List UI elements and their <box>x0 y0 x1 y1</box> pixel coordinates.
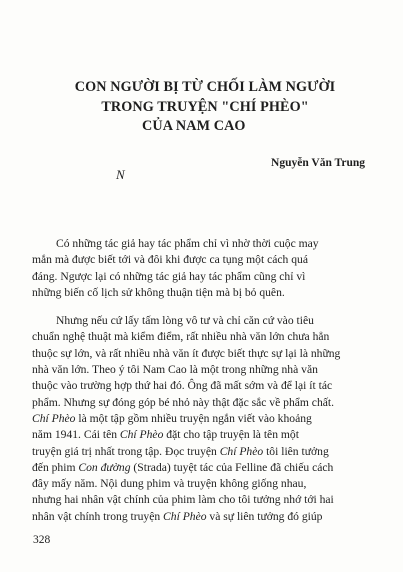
text-line: thuộc sự lớn, và rất nhiều nhà văn ít được biết thực sự lại là những <box>32 346 341 360</box>
text-line: nhưng hai nhân vật chính của phim làm cho tôi tưởng nhớ tới hai <box>32 493 334 507</box>
text-run: đặt cho tập truyện là tên một <box>163 428 299 442</box>
body-text <box>32 236 366 525</box>
book-title: Chí Phèo <box>32 411 76 425</box>
text-line: thuộc vào trường hợp thứ hai đó. Ông đã mất sớm và để lại ít tác <box>32 379 333 393</box>
text-line <box>32 509 366 525</box>
text-run: tôi liên tưởng <box>263 444 329 458</box>
text-line: đây mấy năm. Nội dung phim và truyện không giống nhau, <box>32 477 307 491</box>
paragraph-1 <box>32 236 366 301</box>
text-line <box>32 460 366 476</box>
text-line: phẩm. Nhưng sự đóng góp bé nhỏ này thật đặc sắc về phẩm chất. <box>32 395 335 409</box>
text-run: nhân vật chính trong truyện <box>32 509 164 523</box>
chapter-title <box>70 78 340 137</box>
title-line-1: CON NGƯỜI BỊ TỪ CHỐI LÀM NGƯỜI <box>74 79 336 95</box>
paragraph-3 <box>32 411 366 525</box>
text-run: là một tập gồm nhiều truyện ngắn viết vào khoảng <box>75 411 312 425</box>
text-line: nhà văn lớn. Theo ý tôi Nam Cao là một trong những nhà văn <box>32 363 318 377</box>
text-line <box>32 427 366 443</box>
text-line: những biến cố lịch sử không thuận tiện mà bị bỏ quên. <box>32 285 285 299</box>
book-title: Chí Phèo <box>119 428 164 442</box>
author-name: Nguyễn Văn Trung <box>271 157 365 169</box>
text-run: (Strada) tuyệt tác của Felline đã chiếu cách <box>130 460 334 474</box>
text-run: đến phim <box>32 460 79 474</box>
text-line: Nhưng nếu cứ lấy tấm lòng vô tư và chỉ căn cứ vào tiêu <box>56 314 314 328</box>
text-line: chuẩn nghệ thuật mà kiểm điểm, rất nhiều nhà văn lớn chưa hẳn <box>32 330 330 344</box>
text-run: năm 1941. Cái tên <box>32 428 120 442</box>
title-line-3: CỦA NAM CAO <box>142 118 246 134</box>
text-line <box>32 444 366 460</box>
text-line <box>32 411 366 427</box>
book-title: Chí Phèo <box>163 509 207 523</box>
text-run: truyện giá trị nhất trong tập. Đọc truyện <box>32 444 220 458</box>
paragraph-2 <box>32 313 366 411</box>
film-title: Con đường <box>78 460 131 474</box>
page-number: 328 <box>33 534 51 546</box>
text-line: đáng. Ngược lại có những tác giả hay tác phẩm cũng chỉ vì <box>32 269 306 283</box>
text-line: Có những tác giả hay tác phẩm chỉ vì nhờ thời cuộc may <box>56 237 319 250</box>
handwritten-mark: N <box>116 167 125 182</box>
text-line: mắn mà được biết tới và đôi khi được ca tụng một cách quá <box>32 253 308 267</box>
book-title: Chí Phèo <box>219 444 264 458</box>
text-run: và sự liên tưởng đó giúp <box>206 509 323 523</box>
title-line-2: TRONG TRUYỆN "CHÍ PHÈO" <box>101 98 309 115</box>
